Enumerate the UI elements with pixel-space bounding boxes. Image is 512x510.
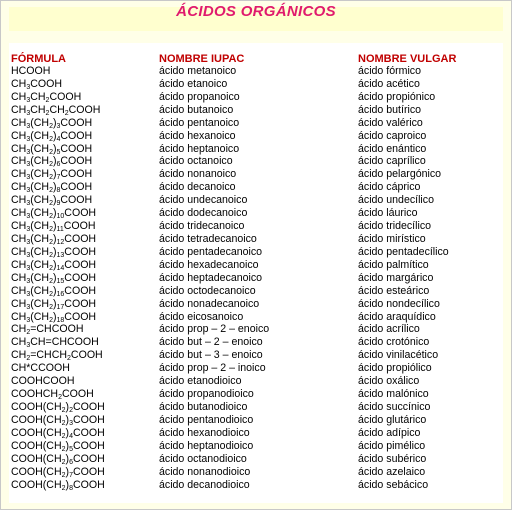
iupac-name-cell: ácido tetradecanoico bbox=[159, 232, 257, 245]
iupac-name-cell: ácido etanodioico bbox=[159, 375, 242, 388]
table-content bbox=[9, 43, 503, 503]
formula-cell: $CH_3COOH$ bbox=[11, 77, 62, 91]
common-name-cell: ácido malónico bbox=[358, 388, 429, 401]
iupac-name-cell: ácido butanoico bbox=[159, 103, 234, 116]
iupac-name-cell: ácido hexadecanoico bbox=[159, 258, 259, 271]
iupac-name-cell: ácido butanodioico bbox=[159, 400, 248, 413]
iupac-name-cell: ácido propanodioico bbox=[159, 388, 254, 401]
iupac-name-cell: ácido dodecanoico bbox=[159, 207, 248, 220]
formula-cell: $COOHCH_2COOH$ bbox=[11, 388, 94, 402]
common-name-cell: ácido fórmico bbox=[358, 65, 421, 77]
iupac-name-cell: ácido octanodioico bbox=[159, 452, 247, 465]
common-name-cell: ácido sebácico bbox=[358, 478, 429, 491]
iupac-name-cell: ácido tridecanoico bbox=[159, 220, 245, 233]
formula-cell: $COOH(CH_2)_2COOH$ bbox=[11, 400, 105, 414]
common-name-cell: ácido enántico bbox=[358, 142, 427, 155]
iupac-name-cell: ácido metanoico bbox=[159, 65, 237, 77]
iupac-name-cell: ácido decanoico bbox=[159, 181, 236, 194]
iupac-name-cell: ácido pentanoico bbox=[159, 116, 240, 129]
common-name-cell: ácido butírico bbox=[358, 103, 422, 116]
formula-cell: $CH_3(CH_2)_{13}COOH$ bbox=[11, 245, 97, 259]
common-name-column bbox=[358, 53, 503, 491]
formula-cell: $CH_3CH_2COOH$ bbox=[11, 90, 82, 104]
formula-cell: $COOH(CH_2)_8COOH$ bbox=[11, 478, 105, 492]
common-name-cell: ácido pentadecílico bbox=[358, 245, 449, 258]
common-name-cell: ácido pimélico bbox=[358, 439, 426, 452]
iupac-name-cell: ácido heptadecanoico bbox=[159, 271, 263, 284]
formula-cell: $CH_2=CHCOOH$ bbox=[11, 323, 84, 337]
common-name-cell: ácido oxálico bbox=[358, 375, 420, 388]
common-name-cell: ácido láurico bbox=[358, 207, 418, 220]
iupac-name-cell: ácido pentadecanoico bbox=[159, 245, 263, 258]
common-name-cell: ácido esteárico bbox=[358, 284, 430, 297]
formula-cell: $CH_3CH_2CH_2COOH$ bbox=[11, 103, 101, 117]
common-name-cell: ácido acrílico bbox=[358, 323, 420, 336]
iupac-name-cell: ácido pentanodioico bbox=[159, 413, 254, 426]
iupac-name-cell: ácido nonadecanoico bbox=[159, 297, 260, 310]
formula-column bbox=[11, 53, 151, 491]
formula-cell: $CH_3(CH_2)_{18}COOH$ bbox=[11, 310, 97, 324]
iupac-name-cell: ácido heptanoico bbox=[159, 142, 240, 155]
iupac-name-cell: ácido but – 3 – enoico bbox=[159, 349, 263, 362]
header-formula: FÓRMULA bbox=[11, 53, 66, 65]
formula-cell: $COOH(CH_2)_5COOH$ bbox=[11, 439, 105, 453]
header-vulgar: NOMBRE VULGAR bbox=[358, 53, 457, 65]
formula-cell: $CH_3(CH_2)_3COOH$ bbox=[11, 116, 93, 130]
formula-cell: $CH_3(CH_2)_{11}COOH$ bbox=[11, 220, 96, 234]
common-name-cell: ácido propiólico bbox=[358, 362, 432, 375]
formula-cell: $COOH(CH_2)_7COOH$ bbox=[11, 465, 105, 479]
common-name-cell: ácido azelaico bbox=[358, 465, 426, 478]
formula-cell: $COOH(CH_2)_6COOH$ bbox=[11, 452, 105, 466]
formula-cell: CH*CCOOH bbox=[11, 362, 70, 375]
common-name-cell: ácido nondecílico bbox=[358, 297, 440, 310]
common-name-cell: ácido acético bbox=[358, 77, 420, 90]
common-name-cell: ácido pelargónico bbox=[358, 168, 442, 181]
formula-cell: $CH_3(CH_2)_6COOH$ bbox=[11, 155, 93, 169]
common-name-cell: ácido propiónico bbox=[358, 90, 436, 103]
formula-cell: $CH_3(CH_2)_9COOH$ bbox=[11, 194, 93, 208]
common-name-cell: ácido palmítico bbox=[358, 258, 429, 271]
iupac-name-cell: ácido prop – 2 – inoico bbox=[159, 362, 266, 375]
formula-cell: $CH_3(CH_2)_{14}COOH$ bbox=[11, 258, 97, 272]
formula-cell: $COOH(CH_2)_3COOH$ bbox=[11, 413, 105, 427]
formula-cell: $CH_3(CH_2)_{15}COOH$ bbox=[11, 271, 97, 285]
common-name-cell: ácido valérico bbox=[358, 116, 423, 129]
iupac-name-cell: ácido octanoico bbox=[159, 155, 233, 168]
iupac-name-cell: ácido hexanodioico bbox=[159, 426, 250, 439]
formula-cell: HCOOH bbox=[11, 65, 51, 77]
formula-cell: $CH_3(CH_2)_{17}COOH$ bbox=[11, 297, 97, 311]
iupac-name-cell: ácido undecanoico bbox=[159, 194, 248, 207]
iupac-name-cell: ácido etanoico bbox=[159, 77, 228, 90]
common-name-cell: ácido adípico bbox=[358, 426, 421, 439]
common-name-cell: ácido undecílico bbox=[358, 194, 434, 207]
iupac-name-cell: ácido but – 2 – enoico bbox=[159, 336, 263, 349]
common-name-cell: ácido glutárico bbox=[358, 413, 427, 426]
iupac-name-cell: ácido eicosanoico bbox=[159, 310, 244, 323]
formula-cell: COOHCOOH bbox=[11, 375, 75, 388]
iupac-name-cell: ácido propanoico bbox=[159, 90, 240, 103]
iupac-name-column bbox=[159, 53, 349, 491]
formula-cell: $CH_3(CH_2)_8COOH$ bbox=[11, 181, 93, 195]
formula-cell: $CH_3(CH_2)_5COOH$ bbox=[11, 142, 93, 156]
iupac-name-cell: ácido nonanoico bbox=[159, 168, 237, 181]
iupac-name-cell: ácido decanodioico bbox=[159, 478, 250, 491]
common-name-cell: ácido crotónico bbox=[358, 336, 430, 349]
common-name-cell: ácido succínico bbox=[358, 400, 431, 413]
iupac-name-cell: ácido hexanoico bbox=[159, 129, 236, 142]
formula-cell: $CH_3(CH_2)_{10}COOH$ bbox=[11, 207, 97, 221]
formula-cell: $CH_3(CH_2)_4COOH$ bbox=[11, 129, 93, 143]
formula-cell: $CH_3(CH_2)_{12}COOH$ bbox=[11, 232, 97, 246]
common-name-cell: ácido caprílico bbox=[358, 155, 426, 168]
iupac-name-cell: ácido heptanodioico bbox=[159, 439, 254, 452]
iupac-name-cell: ácido prop – 2 – enoico bbox=[159, 323, 270, 336]
common-name-cell: ácido mirístico bbox=[358, 232, 426, 245]
common-name-cell: ácido caproico bbox=[358, 129, 427, 142]
formula-cell: $CH_3CH=CHCOOH$ bbox=[11, 336, 99, 350]
iupac-name-cell: ácido nonanodioico bbox=[159, 465, 251, 478]
common-name-cell: ácido araquídico bbox=[358, 310, 436, 323]
header-iupac: NOMBRE IUPAC bbox=[159, 53, 245, 65]
formula-cell: $COOH(CH_2)_4COOH$ bbox=[11, 426, 105, 440]
formula-cell: $CH_3(CH_2)_7COOH$ bbox=[11, 168, 93, 182]
formula-cell: $CH_2=CHCH_2COOH$ bbox=[11, 349, 103, 363]
common-name-cell: ácido vinilacético bbox=[358, 349, 439, 362]
iupac-name-cell: ácido octodecanoico bbox=[159, 284, 256, 297]
page-title: ÁCIDOS ORGÁNICOS bbox=[176, 3, 336, 20]
formula-cell: $CH_3(CH_2)_{16}COOH$ bbox=[11, 284, 97, 298]
common-name-cell: ácido margárico bbox=[358, 271, 434, 284]
common-name-cell: ácido tridecílico bbox=[358, 220, 432, 233]
common-name-cell: ácido cáprico bbox=[358, 181, 421, 194]
common-name-cell: ácido subérico bbox=[358, 452, 427, 465]
